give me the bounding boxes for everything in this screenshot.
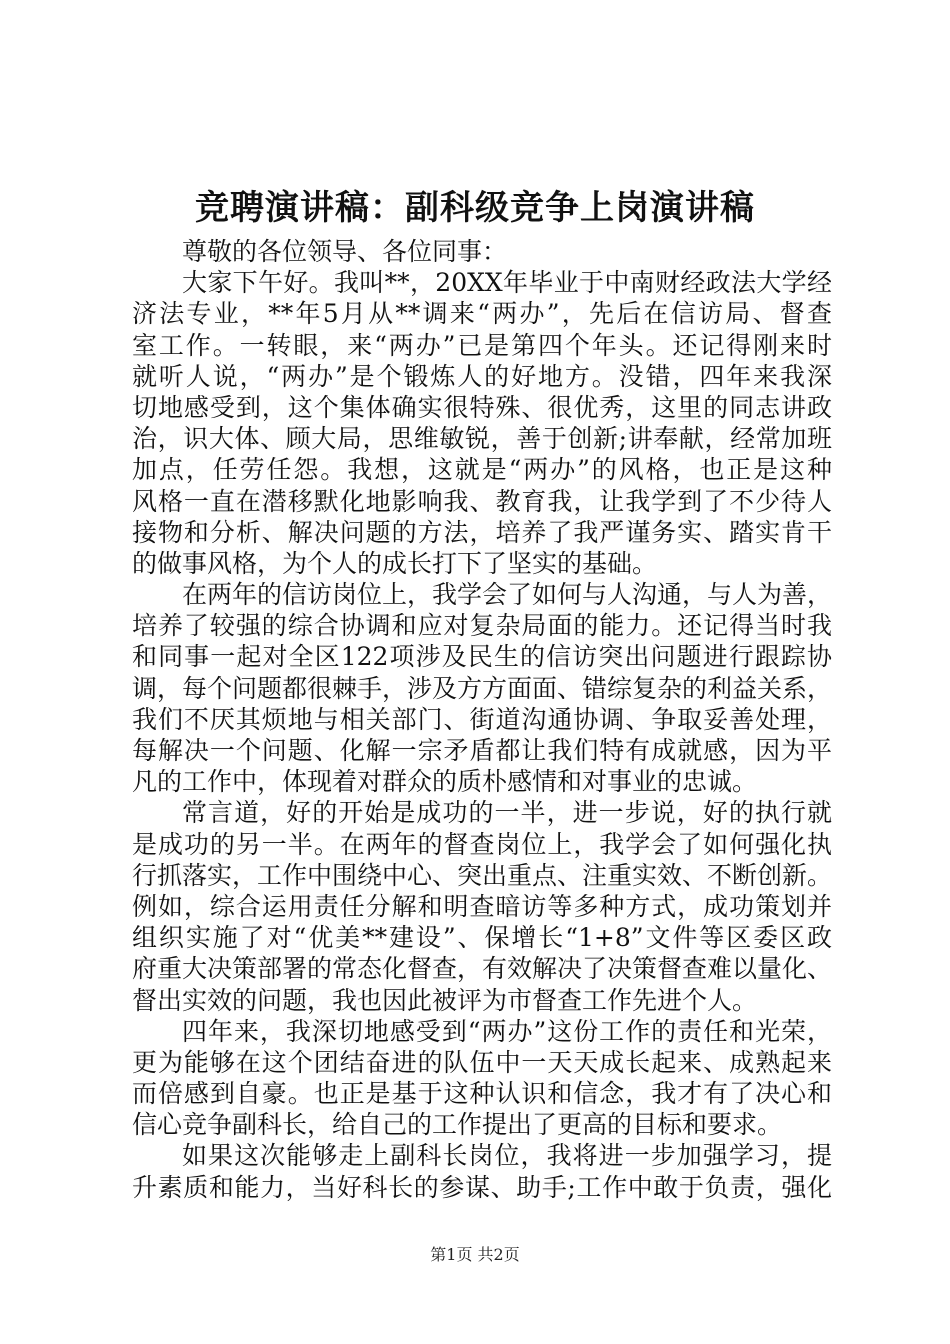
paragraph-line: 大家下午好。我叫**，20XX年毕业于中南财经政法大学经	[182, 268, 832, 298]
paragraph-line: 的做事风格，为个人的成长打下了坚实的基础。	[132, 548, 658, 578]
paragraph-line: 信心竞争副科长，给自己的工作提出了更高的目标和要求。	[132, 1110, 783, 1140]
paragraph-line: 组织实施了对“优美**建设”、保增长“1+8”文件等区委区政	[132, 923, 832, 953]
paragraph-line: 培养了较强的综合协调和应对复杂局面的能力。还记得当时我	[132, 611, 832, 641]
paragraph-line: 更为能够在这个团结奋进的队伍中一天天成长起来、成熟起来	[132, 1047, 832, 1077]
salutation-line: 尊敬的各位领导、各位同事：	[182, 237, 508, 266]
paragraph-line: 加点，任劳任怨。我想，这就是“两办”的风格，也正是这种	[132, 455, 832, 485]
paragraph-line: 府重大决策部署的常态化督查，有效解决了决策督查难以量化、	[132, 954, 833, 984]
paragraph-line: 四年来，我深切地感受到“两办”这份工作的责任和光荣，	[182, 1016, 832, 1046]
document-body	[132, 236, 832, 1203]
paragraph-line: 治，识大体、顾大局，思维敏锐，善于创新;讲奉献，经常加班	[132, 424, 832, 454]
paragraph-line: 在两年的信访岗位上，我学会了如何与人沟通，与人为善，	[182, 580, 833, 610]
paragraph-line: 风格一直在潜移默化地影响我、教育我，让我学到了不少待人	[132, 486, 832, 516]
paragraph-line: 和同事一起对全区122项涉及民生的信访突出问题进行跟踪协	[132, 642, 832, 672]
paragraph-line: 例如，综合运用责任分解和明查暗访等多种方式，成功策划并	[132, 891, 832, 921]
paragraph-line: 行抓落实，工作中围绕中心、突出重点、注重实效、不断创新。	[132, 860, 833, 890]
paragraph-line: 每解决一个问题、化解一宗矛盾都让我们特有成就感，因为平	[132, 736, 832, 765]
paragraph-line: 就听人说，“两办”是个锻炼人的好地方。没错，四年来我深	[132, 361, 832, 391]
paragraph-line: 督出实效的问题，我也因此被评为市督查工作先进个人。	[132, 985, 758, 1015]
paragraph-line: 济法专业，**年5月从**调来“两办”，先后在信访局、督查	[132, 299, 832, 329]
paragraph-line: 是成功的另一半。在两年的督查岗位上，我学会了如何强化执	[132, 829, 832, 859]
paragraph-line: 升素质和能力，当好科长的参谋、助手;工作中敢于负责，强化	[132, 1172, 832, 1202]
document-title: 竞聘演讲稿：副科级竞争上岗演讲稿	[195, 188, 755, 228]
paragraph-line: 我们不厌其烦地与相关部门、街道沟通协调、争取妥善处理，	[132, 704, 832, 734]
paragraph-line: 室工作。一转眼，来“两办”已是第四个年头。还记得刚来时	[132, 330, 832, 360]
paragraph-line: 调，每个问题都很棘手，涉及方方面面、错综复杂的利益关系，	[132, 673, 833, 703]
paragraph-line: 切地感受到，这个集体确实很特殊、很优秀，这里的同志讲政	[132, 392, 832, 422]
paragraph-line: 如果这次能够走上副科长岗位，我将进一步加强学习，提	[182, 1141, 832, 1171]
paragraph-line: 常言道，好的开始是成功的一半，进一步说，好的执行就	[182, 798, 832, 828]
paragraph-line: 接物和分析、解决问题的方法，培养了我严谨务实、踏实肯干	[132, 517, 832, 547]
page-footer: 第1页 共2页	[430, 1245, 520, 1264]
paragraph-line: 而倍感到自豪。也正是基于这种认识和信念，我才有了决心和	[132, 1079, 832, 1109]
paragraph-line: 凡的工作中，体现着对群众的质朴感情和对事业的忠诚。	[132, 767, 758, 797]
